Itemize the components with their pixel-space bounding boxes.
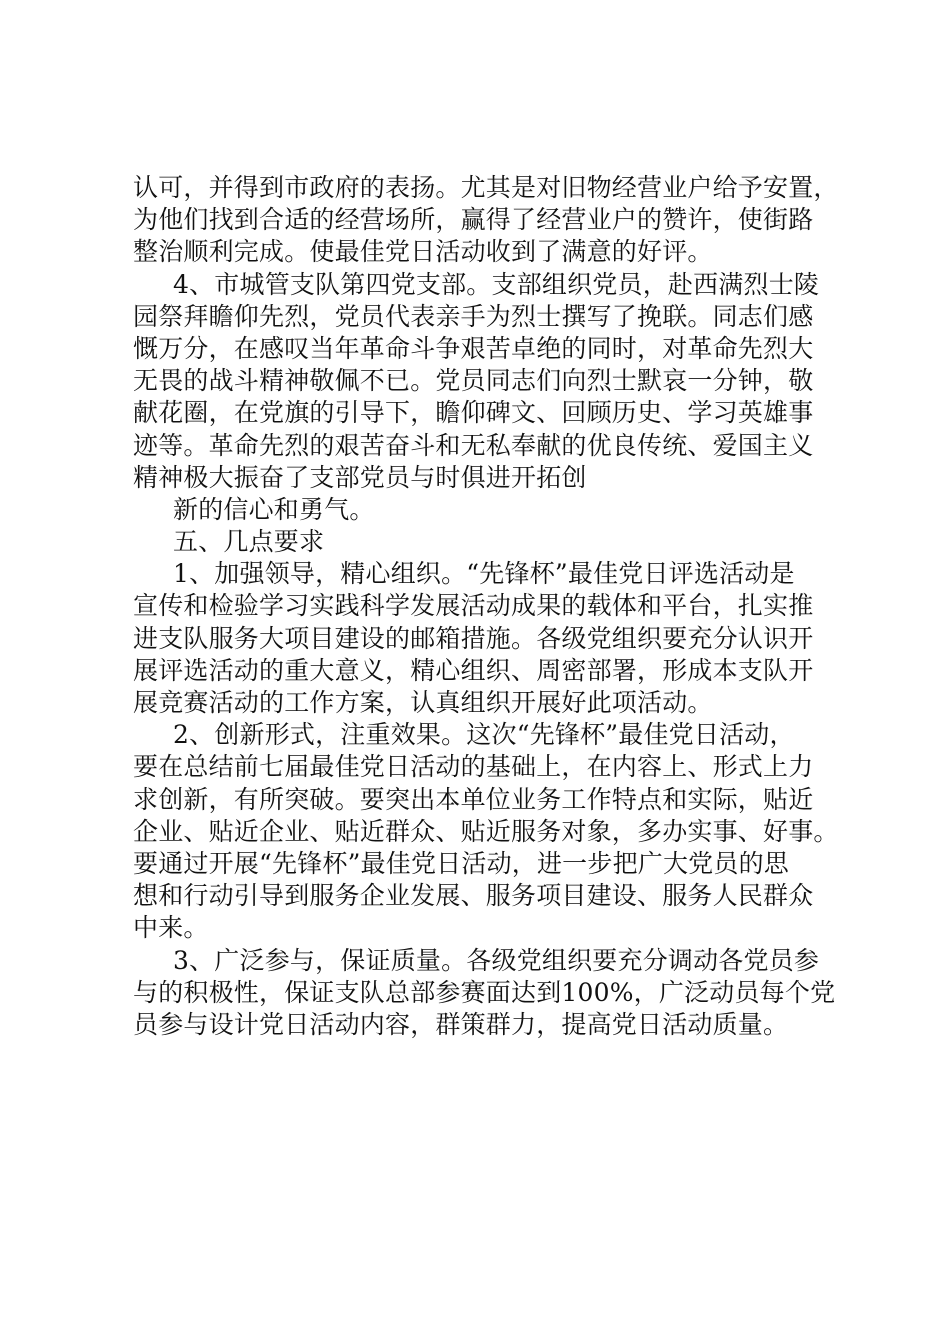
text-line: 1、加强领导，精心组织。“先锋杯”最佳党日评选活动是: [173, 559, 795, 589]
text-line: 进支队服务大项目建设的邮箱措施。各级党组织要充分认识开: [133, 623, 814, 653]
text-line: 慨万分，在感叹当年革命斗争艰苦卓绝的同时，对革命先烈大: [133, 333, 814, 363]
text-line: 新的信心和勇气。: [173, 494, 375, 524]
text-line: 为他们找到合适的经营场所，赢得了经营业户的赞许，使街路: [133, 205, 814, 235]
section-heading: 五、几点要求: [173, 527, 325, 557]
text-line: 企业、贴近企业、贴近群众、贴近服务对象，多办实事、好事。: [133, 816, 839, 846]
text-line: 展竞赛活动的工作方案，认真组织开展好此项活动。: [133, 688, 713, 717]
text-line: 认可，并得到市政府的表扬。尤其是对旧物经营业户给予安置，: [133, 173, 839, 202]
text-line: 3、广泛参与，保证质量。各级党组织要充分调动各党员参: [173, 945, 820, 975]
text-line: 4、市城管支队第四党支部。支部组织党员，赴西满烈士陵: [173, 269, 820, 299]
text-line: 求创新，有所突破。要突出本单位业务工作特点和实际，贴近: [133, 784, 814, 814]
text-line: 想和行动引导到服务企业发展、服务项目建设、服务人民群众: [133, 881, 814, 911]
text-line: 无畏的战斗精神敬佩不已。党员同志们向烈士默哀一分钟，敬: [133, 366, 814, 396]
document-body: [133, 172, 839, 1041]
text-line: 精神极大振奋了支部党员与时俱进开拓创: [133, 462, 587, 492]
text-line: 献花圈，在党旗的引导下，瞻仰碑文、回顾历史、学习英雄事: [133, 398, 814, 428]
text-line: 迹等。革命先烈的艰苦奋斗和无私奉献的优良传统、爱国主义: [133, 430, 814, 460]
text-line: 展评选活动的重大意义，精心组织、周密部署，形成本支队开: [133, 655, 814, 685]
text-line: 整治顺利完成。使最佳党日活动收到了满意的好评。: [133, 237, 713, 267]
text-line: 要通过开展“先锋杯”最佳党日活动，进一步把广大党员的思: [133, 848, 789, 878]
text-line: 员参与设计党日活动内容，群策群力，提高党日活动质量。: [133, 1009, 789, 1039]
text-line: 中来。: [133, 913, 209, 943]
text-line: 园祭拜瞻仰先烈，党员代表亲手为烈士撰写了挽联。同志们感: [133, 301, 814, 331]
text-line: 与的积极性，保证支队总部参赛面达到100%，广泛动员每个党: [133, 977, 836, 1007]
text-line: 2、创新形式，注重效果。这次“先锋杯”最佳党日活动，: [173, 720, 795, 750]
text-line: 要在总结前七届最佳党日活动的基础上，在内容上、形式上力: [133, 752, 814, 782]
text-line: 宣传和检验学习实践科学发展活动成果的载体和平台，扎实推: [133, 591, 814, 621]
